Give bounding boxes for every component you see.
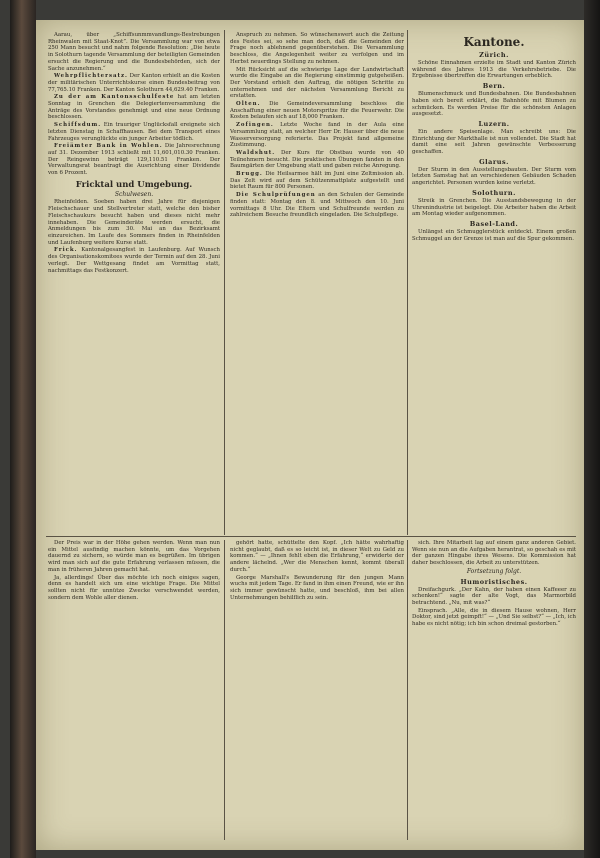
page-edge-shadow xyxy=(584,0,600,858)
notice-text: an den Schulen der Gemeinde finden statt: Montag den 8. und Mittwoch den 10. Juni vormittags 8 Uhr. Die Eltern und Schulfreunde werden zu zahlreichem Besuche freundlich eingeladen. Die Schulpflege. xyxy=(230,192,404,219)
notice-title: Frick. xyxy=(54,247,78,254)
humor-text: Dreifachgurk. „Der Kahn, der haben einen Kaffeeer zu schenken!“ sagte der alte Vogt, das Marmorbild betrachtend. „Nu, mit was?“ xyxy=(412,586,576,606)
notice-title: Zofingen. xyxy=(236,122,274,129)
section-heading-kantone: Kantone. xyxy=(463,35,525,49)
canton-heading: Glarus. xyxy=(479,157,509,166)
notice-text: Ein trauriger Unglücksfall ereignete sich letzten Dienstag in Schaffhausen. Bei dem Transport eines Fahrzeuges verunglückte ein junger Arbeiter tödlich. xyxy=(48,122,221,142)
feuilleton-column-2 xyxy=(230,540,404,602)
notice-text: Der Kurs für Obstbau wurde von 40 Teilnehmern besucht. Die praktischen Übungen fanden in den Baumgärten der Umgebung statt und gaben reiche Anregung. xyxy=(230,149,404,170)
notice-text: Letzte Woche fand in der Aula eine Versammlung statt, an welcher Herr Dr. Hauser über die neue Wasserversorgung referierte. Das Projekt fand allgemeine Zustimmung. xyxy=(230,122,404,149)
feuilleton-text: Der Preis war in der Höhe gehen werden. Wenn man nun ein Mittel ausfindig machen könnte, um das Vorgehen dauernd zu sichern, so würde man es begrüßen. Im übrigen wird man sich auf die gute Erfahrung verlassen müssen, die man in früheren Jahren gemacht hat. xyxy=(48,540,220,573)
column1-top: Aarau, über „Schiffsunmmvandlungs-Bestrebungen Rheinwalen mit Staat-Knot”. Die Versammlung war von etwa 250 Mann besucht und nahm folgende Resolution: „Die heute in Solothurn tagende Versammlung der beteiligten Gemeinden ersucht die Regierung und die Bundesbehörden, sich der Sache anzunehmen.“ xyxy=(48,32,220,72)
notice-title: Freiämter Bank in Wohlen. xyxy=(54,143,163,150)
canton-text: Der Sturm in den Ausstellungsbauten. Der Sturm vom letzten Samstag hat an verschiedenen Gebäuden Schaden angerichtet. Personen wurden keine verletzt. xyxy=(412,166,576,187)
canton-text: Blumenschmuck und Bundesbahnen. Die Bundesbahnen haben sich bereit erklärt, die Bahnhöfe mit Blumen zu schmücken. Es werden Preise für die schönsten Anlagen ausgesetzt. xyxy=(412,91,576,118)
column-divider-2 xyxy=(407,30,408,535)
notice-text: Die Gemeindeversammlung beschloss die Anschaffung einer neuen Motorspritze für die Feuerwehr. Die Kosten belaufen sich auf 18,000 Franken. xyxy=(230,101,404,121)
feuilleton-text: Ja, allerdings! Über das möchte ich noch einiges sagen, denn es handelt sich um eine wichtige Frage. Die Mittel sollten nicht für unnütze Zwecke verschwendet werden, sondern dem Wohle aller dienen. xyxy=(48,574,220,601)
notice-title: Brugg. xyxy=(236,171,263,178)
canton-text: Unlängst ein Schmugglerstück entdeckt. Einem großen Schmuggel an der Grenze ist man auf die Spur gekommen. xyxy=(412,228,576,242)
feuilleton-text: gehört hatte, schüttelte den Kopf. „Ich hätte wahrhaftig nicht geglaubt, daß es so leicht ist, in dieser Welt zu Geld zu kommen.“ — „Ihnen fehlt eben die Erfahrung,“ erwiderte der andere lächelnd. „Wer die Menschen kennt, kommt überall durch.“ xyxy=(230,540,404,573)
column-3 xyxy=(412,32,576,243)
feuilleton-text: George Marshall's Bewunderung für den jungen Mann wuchs mit jedem Tage. Er fand in ihm einen Freund, wie er ihn sich immer gewünscht hatte, und beschloß, ihm bei allen Unternehmungen behilflich zu sein. xyxy=(230,574,404,601)
book-spine xyxy=(10,0,36,858)
section-heading-fricktal: Fricktal und Umgebung. xyxy=(75,179,193,190)
bottom-divider-1 xyxy=(224,540,225,840)
feuilleton-column-3 xyxy=(412,540,576,629)
notice-title: Wehrpflichtersatz. xyxy=(54,73,128,80)
canton-heading: Basel-Land. xyxy=(469,219,519,228)
notice-title: Zu der am Kantonsschulfeste xyxy=(54,94,175,101)
bottom-divider-2 xyxy=(407,540,408,840)
newspaper-page xyxy=(36,20,584,850)
feuilleton-column-1 xyxy=(48,540,220,602)
canton-text: Streik in Grenchen. Die Ausstandsbewegung in der Uhrenindustrie ist beigelegt. Die Arbeiter haben die Arbeit am Montag wieder aufgenommen. xyxy=(412,197,576,218)
column2-paragraph: Mit Rücksicht auf die schwierige Lage der Landwirtschaft wurde die Eingabe an die Regierung einstimmig gutgeheißen. Der Vorstand erhielt den Auftrag, die nötigen Schritte zu unternehmen und der nächsten Versammlung Bericht zu erstatten. xyxy=(230,66,404,100)
column2-top: Anspruch zu nehmen. So wünschenswert auch die Zeitung des Festes sei, so sehe man doch, daß die Gemeinden der Frage noch ablehnend gegenüberstehen. Die Versammlung beschloss, die Angelegenheit weiter zu verfolgen und im Herbst neuerdings Stellung zu nehmen. xyxy=(230,32,404,65)
column-2 xyxy=(230,32,404,220)
notice-title: Olten. xyxy=(236,101,261,108)
notice-title: Waldshut. xyxy=(236,149,276,156)
notice-text: Die Heilsarmee hält im Juni eine Zeltmission ab. Das Zelt wird auf dem Schützenmattplatz aufgestellt und bietet Raum für 800 Personen. xyxy=(230,171,405,191)
feuilleton-text: sich. Ihre Mitarbeit lag auf einem ganz anderen Gebiet. Wenn sie nun an die Aufgaben herantrat, so geschah es mit der ganzen Hingabe ihres Wesens. Die Kommission hat daher beschlossen, die Arbeit zu unterstützen. xyxy=(412,540,576,567)
canton-heading: Solothurn. xyxy=(472,188,516,197)
notice-text: Die Jahresrechnung auf 31. Dezember 1913 schließt mit 11,601,010.30 Franken. Der Reingewinn beträgt 129,110.51 Franken. Der Verwaltungsrat beantragt die Ausrichtung einer Dividende von 6 Prozent. xyxy=(48,143,220,177)
humor-text: Einsprach. „Alle, die in diesem Hause wohnen, Herr Doktor, sind jetzt geimpft!“ — „Und Sie selbst?“ — „Ich, ich habe es nicht nötig; ich bin schon dreimal gestorben.“ xyxy=(412,607,576,628)
column-1 xyxy=(48,32,220,275)
canton-text: Schöne Einnahmen erzielte im Stadt und Kanton Zürich während des Jahres 1913 die Verkehrsbetriebe. Die Ergebnisse übertreffen die Erwartungen erheblich. xyxy=(412,60,576,80)
section-divider xyxy=(46,536,576,537)
notice-title: Schiffsdum. xyxy=(54,122,102,129)
notice-text: Der Kanton erhielt an die Kosten der militärischen Unterrichtskurse einen Bundesbeitrag von 77,765.10 Franken. Der Kanton Solothurn 44,629.40 Franken. xyxy=(48,73,220,93)
canton-heading: Bern. xyxy=(482,82,506,91)
humor-heading: Humoristisches. xyxy=(460,577,528,586)
notice-text: Kantonalgesangfest in Laufenburg. Auf Wunsch des Organisationskomitees wurde der Termin auf den 28. Juni verlegt. Der Wettgesang findet am Vormittag statt, nachmittags das Festkonzert. xyxy=(48,247,221,274)
notice-text: hat am letzten Sonntag in Grenchen die Delegiertenversammlung die Anträge des Vorstandes genehmigt und eine neue Ordnung beschlossen. xyxy=(48,94,220,121)
section-text: Rheinfelden. Soeben haben drei Jahre für diejenigen Fleischschauer und Stellvertreter statt, welche den bisher Fleischschaukurs besucht haben und dieses nicht mehr innehaben. Die Gemeinderäte werden ersucht, die Anmeldungen bis zum 30. Mai an das Bezirksamt einzureichen. Im Laufe des Sommers finden in Rheinfelden und Laufenburg weitere Kurse statt. xyxy=(48,199,220,246)
canton-text: Ein andere Speisenlage. Man schreibt uns: Die Einrichtung der Markthalle ist nun vollendet. Die Stadt hat damit eine seit Jahren gewünschte Verbesserung geschaffen. xyxy=(412,128,576,156)
continuation-note: Fortsetzung folgt. xyxy=(466,567,522,575)
canton-heading: Luzern. xyxy=(478,119,510,128)
section-subheading: Schulwesen. xyxy=(114,190,154,198)
column-divider-1 xyxy=(224,30,225,535)
notice-title: Die Schulprüfungen xyxy=(236,192,316,199)
canton-heading: Zürich. xyxy=(479,51,509,59)
